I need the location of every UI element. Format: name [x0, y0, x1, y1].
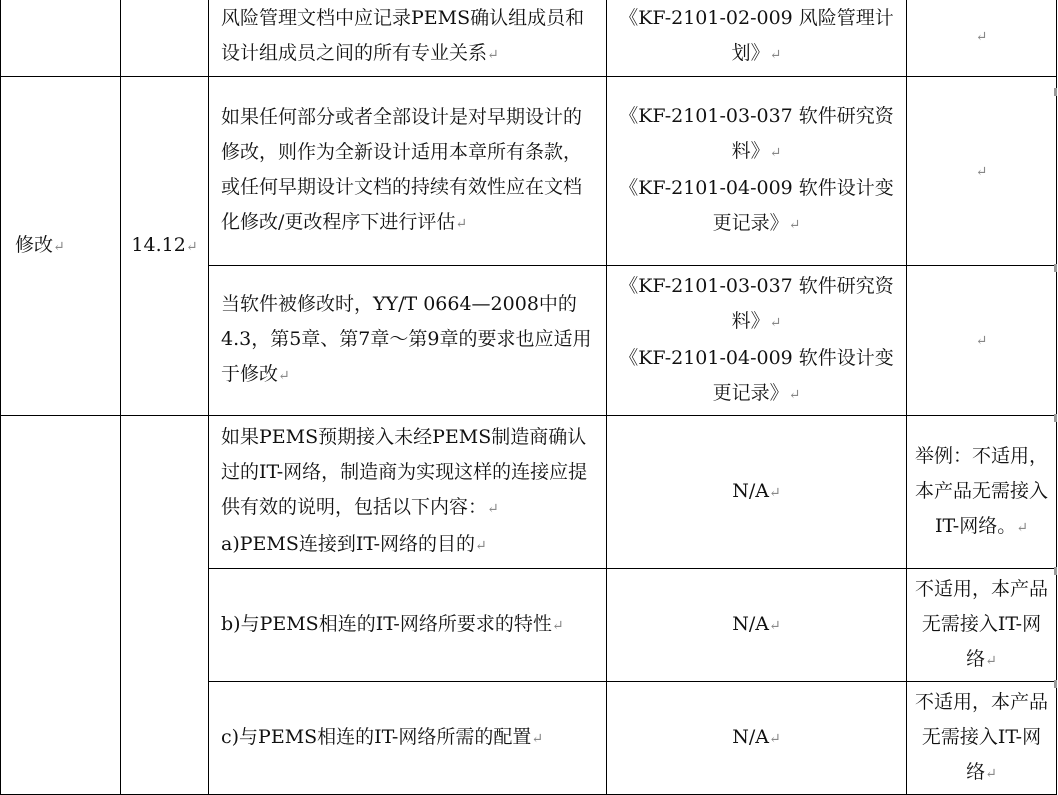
section-cell	[1, 0, 121, 77]
clause-cell: 14.12↵	[121, 77, 209, 416]
section-cell	[1, 416, 121, 795]
requirement-cell: 风险管理文档中应记录PEMS确认组成员和设计组成员之间的所有专业关系↵	[209, 0, 607, 77]
row-end-marker	[1054, 680, 1057, 688]
row-end-marker	[1054, 414, 1057, 422]
clause-cell	[121, 0, 209, 77]
table-row	[1, 0, 1057, 77]
remark-cell: 不适用，本产品无需接入IT-网络↵	[907, 569, 1057, 682]
requirement-cell: 如果PEMS预期接入未经PEMS制造商确认过的IT-网络，制造商为实现这样的连接应提供有效的说明，包括以下内容：↵ a)PEMS连接到IT-网络的目的↵	[209, 416, 607, 569]
remark-cell: ↵	[907, 77, 1057, 266]
remark-cell: 不适用，本产品无需接入IT-网络↵	[907, 682, 1057, 795]
records-cell: 《KF-2101-02-009 风险管理计划》↵	[607, 0, 907, 77]
requirement-cell: 如果任何部分或者全部设计是对早期设计的修改，则作为全新设计适用本章所有条款，或任何早期设计文档的持续有效性应在文档化修改/更改程序下进行评估↵	[209, 77, 607, 266]
records-cell: N/A↵	[607, 416, 907, 569]
section-cell: 修改↵	[1, 77, 121, 416]
records-cell: N/A↵	[607, 682, 907, 795]
row-end-marker	[1054, 567, 1057, 575]
requirement-cell: 当软件被修改时，YY/T 0664—2008中的4.3，第5章、第7章～第9章的要求也应适用于修改↵	[209, 266, 607, 416]
remark-cell: 举例：不适用，本产品无需接入IT-网络。↵	[907, 416, 1057, 569]
row-end-marker	[1054, 88, 1057, 96]
records-cell: 《KF-2101-03-037 软件研究资料》↵ 《KF-2101-04-009 软件设计变更记录》↵	[607, 77, 907, 266]
records-cell: 《KF-2101-03-037 软件研究资料》↵ 《KF-2101-04-009 软件设计变更记录》↵	[607, 266, 907, 416]
requirement-cell: c)与PEMS相连的IT-网络所需的配置↵	[209, 682, 607, 795]
requirement-cell: b)与PEMS相连的IT-网络所要求的特性↵	[209, 569, 607, 682]
table-row	[1, 77, 1057, 266]
clause-cell	[121, 416, 209, 795]
remark-cell: ↵	[907, 266, 1057, 416]
remark-cell: ↵	[907, 0, 1057, 77]
table-row	[1, 416, 1057, 569]
records-cell: N/A↵	[607, 569, 907, 682]
row-end-marker	[1054, 264, 1057, 272]
